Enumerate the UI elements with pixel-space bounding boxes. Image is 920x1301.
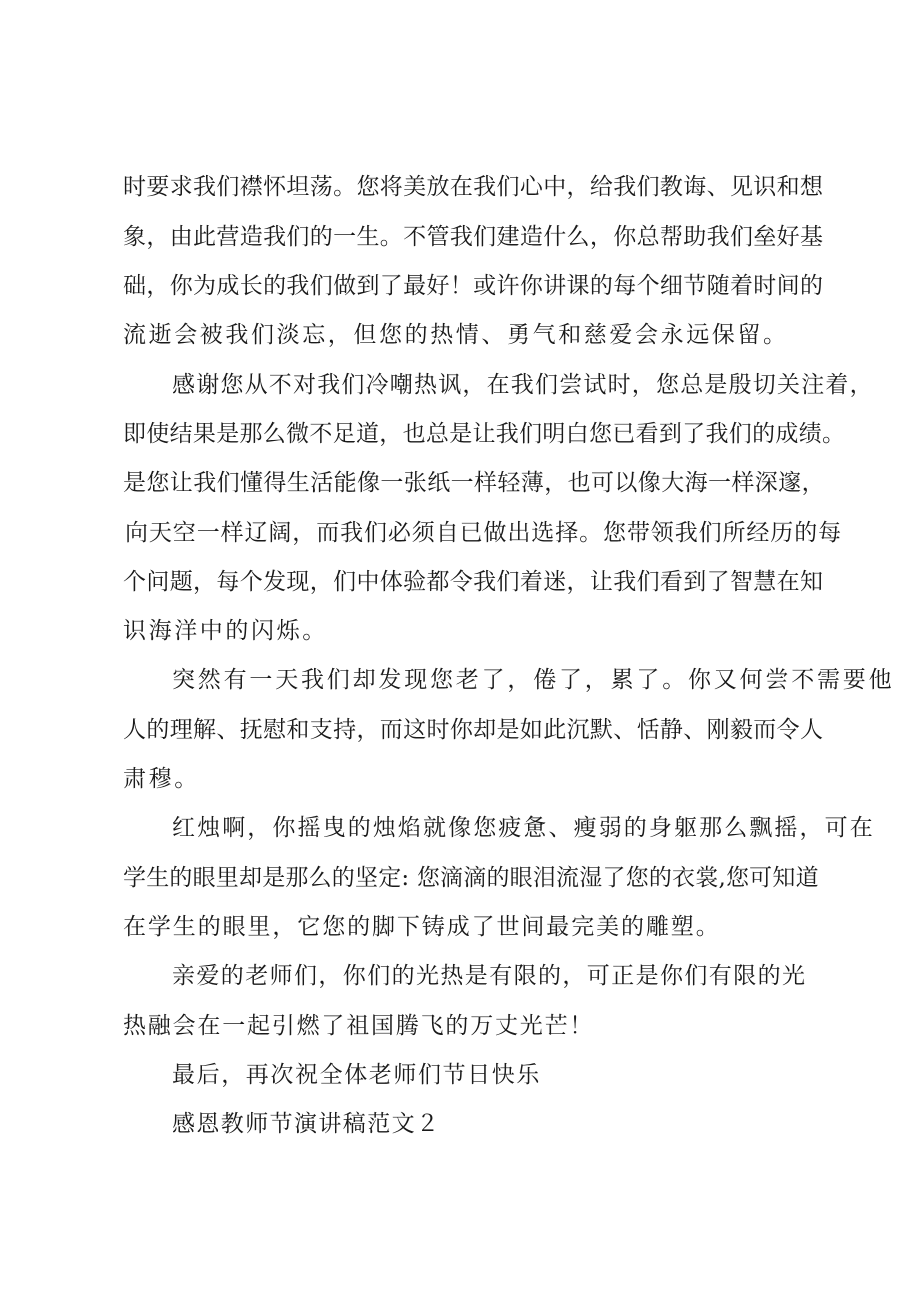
paragraph-4-line-3: 在学生的眼里，它您的脚下铸成了世间最完美的雕塑。 xyxy=(123,914,721,940)
paragraph-3-line-3: 肃穆。 xyxy=(123,766,200,792)
paragraph-5-line-2: 热融会在一起引燃了祖国腾飞的万丈光芒！ xyxy=(123,1013,595,1039)
paragraph-1-line-2: 象，由此营造我们的一生。不管我们建造什么，你总帮助我们垒好基 xyxy=(123,224,823,250)
paragraph-1-line-1: 时要求我们襟怀坦荡。您将美放在我们心中，给我们教诲、见识和想 xyxy=(123,174,823,200)
closing-wishes: 最后，再次祝全体老师们节日快乐 xyxy=(172,1062,541,1088)
next-article-heading: 感恩教师节演讲稿范文２ xyxy=(172,1111,441,1137)
paragraph-3-line-2: 人的理解、抚慰和支持，而这时你却是如此沉默、恬静、刚毅而令人 xyxy=(123,717,823,743)
paragraph-3-line-1: 突然有一天我们却发现您老了，倦了，累了。你又何尝不需要他 xyxy=(172,667,895,693)
paragraph-2-line-4: 向天空一样辽阔，而我们必须自已做出选择。您带领我们所经历的每 xyxy=(125,520,842,546)
paragraph-2-line-6: 识海洋中的闪烁。 xyxy=(123,618,328,644)
paragraph-1-line-4: 流逝会被我们淡忘，但您的热情、勇气和慈爱会永远保留。 xyxy=(123,322,789,348)
paragraph-5-line-1: 亲爱的老师们，你们的光热是有限的，可正是你们有限的光 xyxy=(172,963,807,989)
paragraph-2-line-3: 是您让我们懂得生活能像一张纸一样轻薄，也可以像大海一样深邃， xyxy=(123,470,825,496)
paragraph-2-line-5: 个问题，每个发现，们中体验都令我们着迷，让我们看到了智慧在知 xyxy=(123,569,823,595)
paragraph-1-line-3: 础，你为成长的我们做到了最好！或许你讲课的每个细节随着时间的 xyxy=(123,273,823,299)
paragraph-4-line-1: 红烛啊，你摇曳的烛焰就像您疲惫、瘦弱的身躯那么飘摇，可在 xyxy=(172,815,875,841)
paragraph-2-line-2: 即使结果是那么微不足道，也总是让我们明白您已看到了我们的成绩。 xyxy=(123,421,846,447)
paragraph-4-line-2: 学生的眼里却是那么的坚定: 您滴滴的眼泪流湿了您的衣裳,您可知道 xyxy=(123,865,819,891)
paragraph-2-line-1: 感谢您从不对我们冷嘲热讽，在我们尝试时，您总是殷切关注着， xyxy=(172,372,874,398)
